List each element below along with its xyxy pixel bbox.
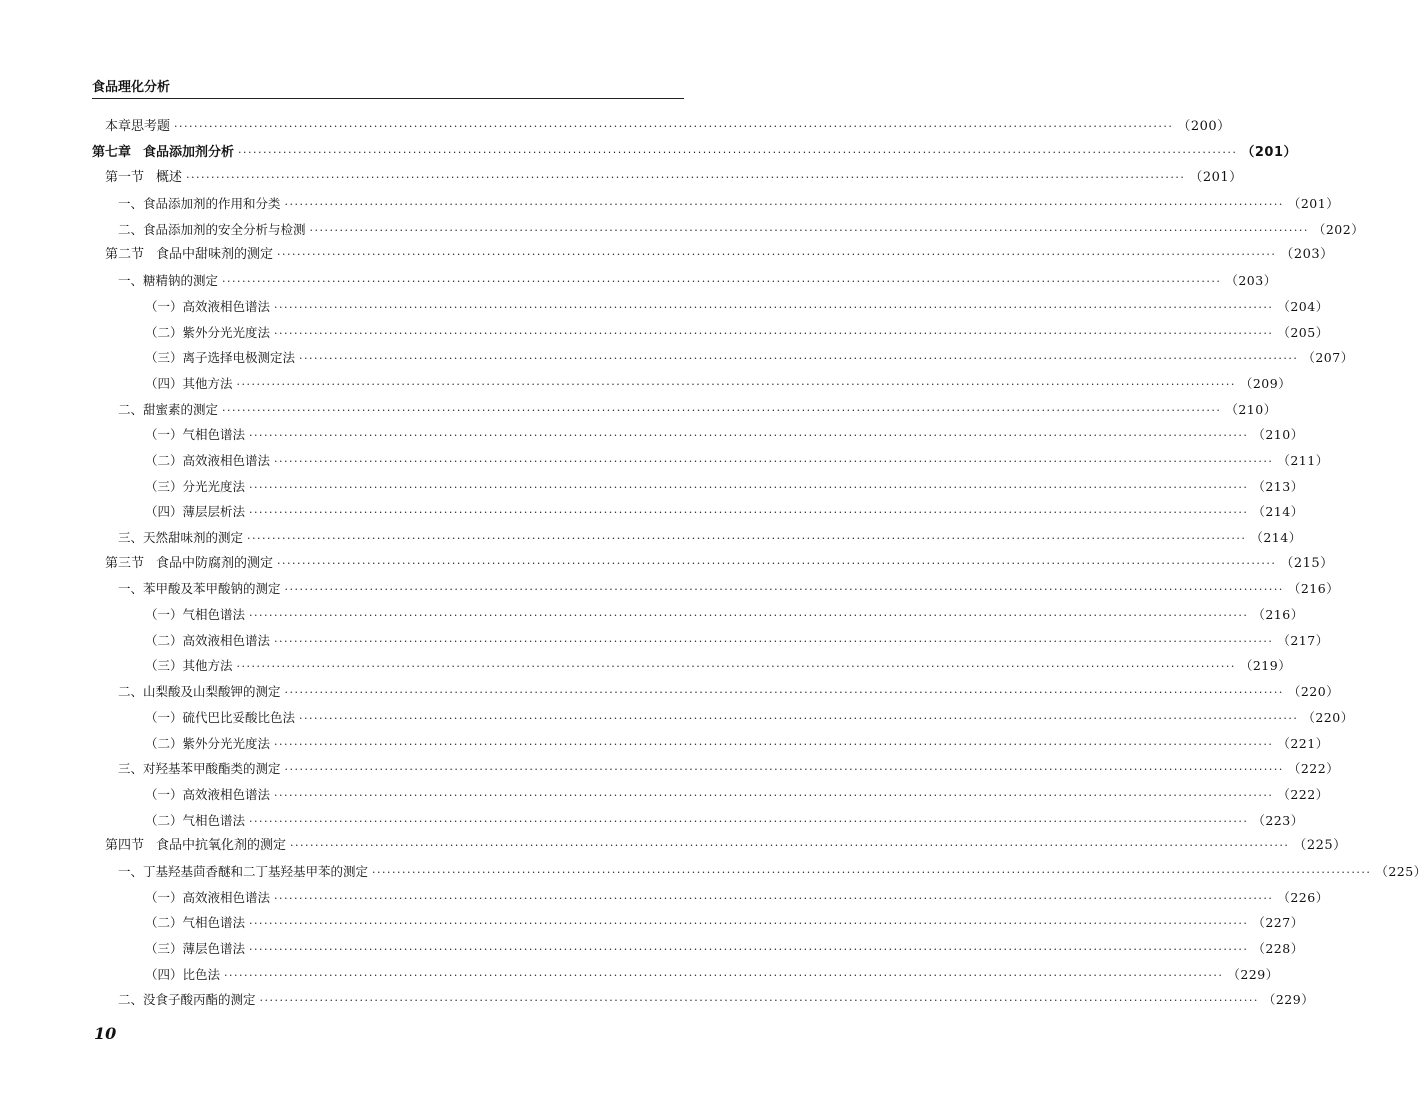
toc-entry-number: 第三节 (105, 555, 145, 571)
toc-leader-dots: ········································································································································································································ (238, 145, 1238, 159)
toc-entry-label: （一）高效液相色谱法 (145, 786, 271, 802)
toc-entry-label: （三）分光光度法 (145, 478, 246, 494)
toc-entry[interactable] (92, 910, 1304, 936)
toc-entry-label: 二、食品添加剂的安全分析与检测 (118, 221, 306, 237)
toc-entry[interactable] (92, 705, 1354, 731)
toc-entry-label: （四）比色法 (145, 966, 221, 982)
toc-entry-page: （214） (1250, 530, 1302, 545)
toc-entry-label: 一、苯甲酸及苯甲酸钠的测定 (118, 581, 281, 597)
toc-leader-dots: ········································································································································································································ (249, 429, 1249, 443)
table-of-contents (92, 114, 1427, 1013)
toc-leader-dots: ········································································································································································································ (274, 891, 1274, 905)
toc-leader-dots: ········································································································································································································ (249, 609, 1249, 623)
toc-entry-number: 第二节 (105, 247, 145, 263)
toc-entry-label: 三、天然甜味剂的测定 (118, 530, 244, 545)
toc-leader-dots: ········································································································································································································ (236, 377, 1236, 391)
toc-entry-page: （213） (1252, 478, 1304, 494)
toc-entry-page: （209） (1239, 375, 1292, 391)
toc-entry-number: 第一节 (105, 170, 145, 186)
toc-entry[interactable] (92, 345, 1354, 371)
toc-leader-dots: ········································································································································································································ (274, 326, 1274, 340)
toc-entry-page: （201） (1287, 196, 1340, 212)
toc-entry-number: 第四节 (105, 838, 145, 854)
toc-entry[interactable] (92, 114, 1231, 140)
toc-entry[interactable] (92, 294, 1329, 320)
toc-entry[interactable] (92, 731, 1329, 757)
toc-entry[interactable] (92, 602, 1304, 628)
toc-leader-dots: ········································································································································································································ (277, 556, 1277, 570)
toc-entry-number: 第七章 (92, 144, 132, 160)
toc-entry-page: （225） (1375, 863, 1427, 879)
toc-entry-page: （210） (1252, 427, 1304, 443)
toc-entry[interactable] (92, 936, 1304, 962)
toc-entry-page: （211） (1277, 452, 1329, 468)
toc-leader-dots: ········································································································································································································ (290, 839, 1290, 853)
toc-leader-dots: ········································································································································································································ (299, 352, 1299, 366)
toc-entry-label: 食品中抗氧化剂的测定 (156, 838, 287, 854)
toc-leader-dots: ········································································································································································································ (284, 763, 1284, 777)
toc-entry-page: （226） (1277, 889, 1329, 905)
toc-entry[interactable] (92, 499, 1304, 525)
toc-entry-page: （201） (1241, 144, 1297, 160)
toc-entry[interactable] (92, 448, 1329, 474)
toc-entry-page: （222） (1287, 761, 1340, 777)
toc-entry-label: 食品中防腐剂的测定 (156, 555, 274, 571)
toc-entry[interactable] (92, 165, 1243, 191)
toc-leader-dots: ········································································································································································································ (274, 788, 1274, 802)
toc-entry[interactable] (92, 756, 1340, 782)
toc-leader-dots: ········································································································································································································ (284, 686, 1284, 700)
toc-entry-page: （202） (1312, 221, 1365, 237)
book-title: 食品理化分析 (92, 80, 171, 95)
toc-entry-page: （220） (1302, 709, 1354, 725)
toc-entry-page: （221） (1277, 735, 1329, 751)
toc-entry-page: （217） (1277, 632, 1329, 648)
toc-leader-dots: ········································································································································································································ (284, 198, 1284, 212)
toc-entry-page: （222） (1277, 786, 1329, 802)
toc-entry[interactable] (92, 422, 1304, 448)
toc-leader-dots: ········································································································································································································ (186, 171, 1186, 185)
toc-entry-label: （二）紫外分光光度法 (145, 735, 271, 751)
toc-entry-label: （四）其他方法 (145, 375, 233, 391)
toc-entry-label: （二）气相色谱法 (145, 812, 246, 828)
toc-entry-page: （203） (1280, 247, 1334, 263)
toc-entry[interactable] (92, 140, 1297, 166)
toc-entry-label: （一）硫代巴比妥酸比色法 (145, 709, 296, 725)
toc-entry-page: （216） (1287, 581, 1340, 597)
toc-entry-label: （四）薄层层析法 (145, 504, 246, 520)
toc-entry-page: （223） (1252, 812, 1304, 828)
toc-entry-label: 一、丁基羟基茴香醚和二丁基羟基甲苯的测定 (118, 863, 369, 879)
toc-leader-dots: ········································································································································································································ (309, 223, 1309, 237)
toc-entry-page: （207） (1302, 350, 1354, 366)
toc-entry-label: 概述 (156, 170, 183, 186)
toc-entry-page: （219） (1239, 658, 1292, 674)
toc-entry-label: 二、山梨酸及山梨酸钾的测定 (118, 684, 281, 700)
toc-entry[interactable] (92, 987, 1315, 1013)
toc-entry-page: （225） (1293, 838, 1347, 854)
toc-entry-label: （二）高效液相色谱法 (145, 632, 271, 648)
toc-entry-page: （201） (1189, 170, 1243, 186)
toc-entry[interactable] (92, 371, 1292, 397)
toc-entry-page: （205） (1277, 324, 1329, 340)
toc-leader-dots: ········································································································································································································ (249, 917, 1249, 931)
toc-entry[interactable] (92, 474, 1304, 500)
toc-leader-dots: ········································································································································································································ (222, 403, 1222, 417)
toc-leader-dots: ········································································································································································································ (247, 532, 1247, 545)
toc-entry-label: 二、甜蜜素的测定 (118, 401, 219, 417)
toc-leader-dots: ········································································································································································································ (249, 814, 1249, 828)
toc-entry[interactable] (92, 268, 1277, 294)
toc-entry[interactable] (92, 679, 1340, 705)
toc-entry-label: 一、食品添加剂的作用和分类 (118, 196, 281, 212)
toc-entry[interactable] (92, 885, 1329, 911)
toc-entry[interactable] (92, 808, 1304, 834)
toc-entry[interactable] (92, 782, 1329, 808)
toc-entry[interactable] (92, 217, 1365, 243)
toc-entry-label: （一）高效液相色谱法 (145, 889, 271, 905)
toc-entry-page: （229） (1227, 966, 1279, 982)
toc-leader-dots: ········································································································································································································ (274, 634, 1274, 648)
toc-entry-page: （203） (1225, 273, 1277, 289)
toc-leader-dots: ········································································································································································································ (277, 248, 1277, 262)
toc-entry-page: （210） (1225, 401, 1277, 417)
toc-entry-page: （214） (1252, 504, 1304, 520)
page-number: 10 (94, 1024, 117, 1043)
toc-leader-dots: ········································································································································································································ (249, 506, 1249, 520)
toc-entry-label: （一）气相色谱法 (145, 607, 246, 623)
toc-entry-label: （三）薄层色谱法 (145, 941, 246, 956)
toc-entry[interactable] (92, 397, 1277, 423)
toc-leader-dots: ········································································································································································································ (274, 300, 1274, 314)
running-header (92, 76, 684, 99)
toc-entry[interactable] (92, 859, 1427, 885)
toc-entry[interactable] (92, 551, 1334, 577)
toc-entry-label: （二）气相色谱法 (145, 915, 246, 931)
toc-leader-dots: ········································································································································································································ (274, 454, 1274, 468)
toc-leader-dots: ········································································································································································································ (372, 865, 1372, 879)
toc-entry-label: 食品中甜味剂的测定 (156, 247, 274, 263)
toc-entry-page: （220） (1287, 684, 1340, 700)
toc-entry-label: （一）气相色谱法 (145, 427, 246, 443)
toc-entry-label: （三）其他方法 (145, 658, 233, 674)
toc-entry[interactable] (92, 242, 1334, 268)
toc-entry-label: 三、对羟基苯甲酸酯类的测定 (118, 761, 281, 777)
toc-entry-label: （一）高效液相色谱法 (145, 298, 271, 314)
toc-entry[interactable] (92, 525, 1302, 551)
toc-leader-dots: ········································································································································································································ (174, 120, 1174, 133)
toc-entry[interactable] (92, 320, 1329, 346)
toc-entry-page: （215） (1280, 555, 1334, 571)
toc-entry[interactable] (92, 653, 1292, 679)
toc-entry-label: 一、糖精钠的测定 (118, 273, 219, 289)
toc-entry[interactable] (92, 576, 1340, 602)
toc-entry-label: （三）离子选择电极测定法 (145, 350, 296, 366)
toc-leader-dots: ········································································································································································································ (224, 968, 1224, 982)
toc-entry-page: （228） (1252, 941, 1304, 956)
toc-entry-page: （227） (1252, 915, 1304, 931)
toc-leader-dots: ········································································································································································································ (274, 737, 1274, 751)
toc-entry[interactable] (92, 191, 1340, 217)
toc-leader-dots: ········································································································································································································ (222, 275, 1222, 289)
toc-entry-label: 本章思考题 (105, 119, 171, 134)
toc-entry[interactable] (92, 962, 1279, 988)
toc-leader-dots: ········································································································································································································ (284, 583, 1284, 597)
toc-leader-dots: ········································································································································································································ (259, 994, 1259, 1008)
toc-leader-dots: ········································································································································································································ (299, 711, 1299, 725)
toc-entry-label: （二）紫外分光光度法 (145, 324, 271, 340)
toc-entry-page: （216） (1252, 607, 1304, 623)
toc-leader-dots: ········································································································································································································ (249, 943, 1249, 956)
toc-entry-label: 二、没食子酸丙酯的测定 (118, 992, 256, 1008)
toc-entry-label: （二）高效液相色谱法 (145, 452, 271, 468)
toc-entry-page: （204） (1277, 298, 1329, 314)
toc-entry-page: （200） (1177, 119, 1231, 134)
toc-entry-page: （229） (1262, 992, 1315, 1008)
toc-leader-dots: ········································································································································································································ (249, 480, 1249, 494)
toc-entry-label: 食品添加剂分析 (143, 144, 235, 160)
toc-entry[interactable] (92, 833, 1347, 859)
toc-leader-dots: ········································································································································································································ (236, 660, 1236, 674)
toc-entry[interactable] (92, 628, 1329, 654)
